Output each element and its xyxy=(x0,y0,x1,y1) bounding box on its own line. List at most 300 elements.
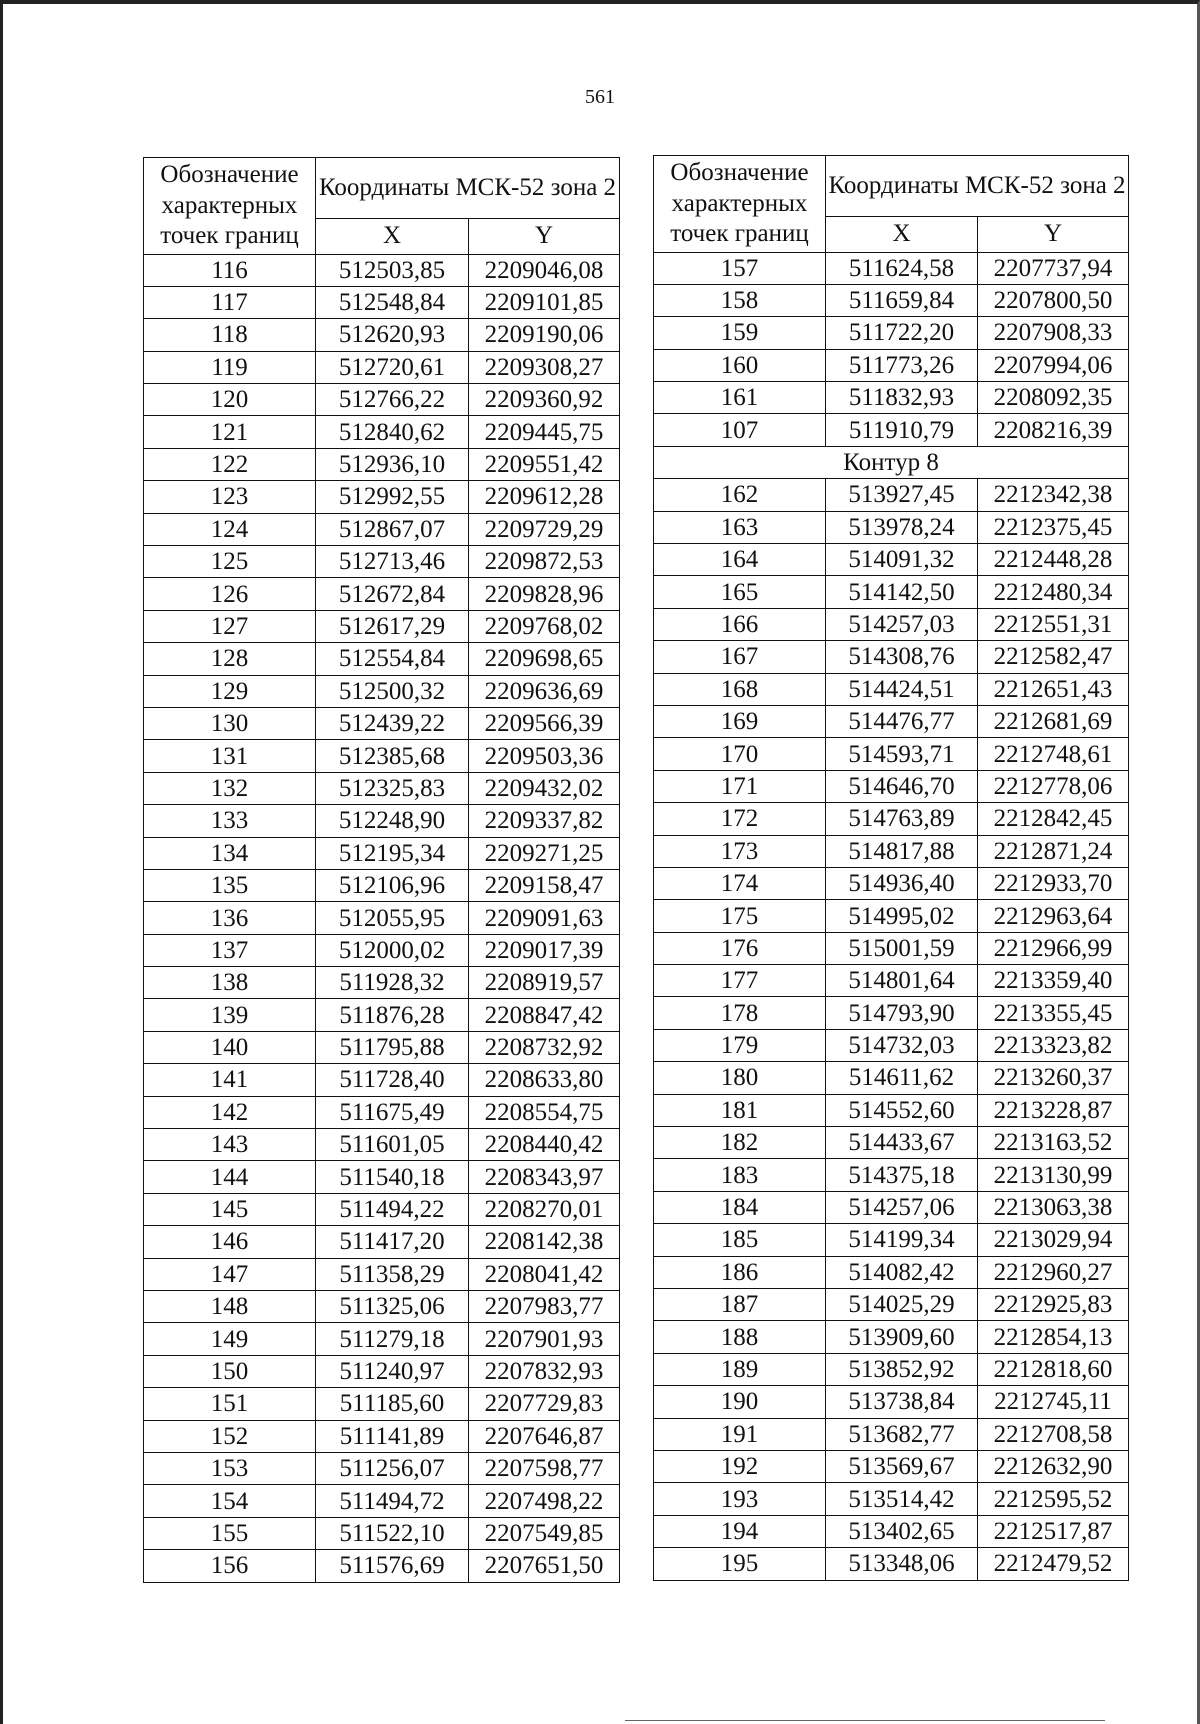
table-row xyxy=(144,740,620,772)
table-row xyxy=(654,511,1129,543)
table-row xyxy=(144,513,620,545)
y-coordinate-cell: 2208092,35 xyxy=(978,382,1129,414)
point-id-cell: 107 xyxy=(654,414,826,446)
table-row xyxy=(654,1094,1129,1126)
y-coordinate-cell: 2212651,43 xyxy=(978,673,1129,705)
x-coordinate-cell: 511876,28 xyxy=(316,999,469,1031)
y-coordinate-cell: 2208343,97 xyxy=(469,1161,620,1193)
table-row xyxy=(144,1031,620,1063)
scan-edge-line xyxy=(625,1720,1105,1721)
y-coordinate-cell: 2212551,31 xyxy=(978,608,1129,640)
point-id-cell: 126 xyxy=(144,578,316,610)
x-coordinate-cell: 512840,62 xyxy=(316,416,469,448)
table-row xyxy=(144,967,620,999)
point-id-cell: 132 xyxy=(144,772,316,804)
x-coordinate-cell: 512439,22 xyxy=(316,707,469,739)
point-id-cell: 123 xyxy=(144,481,316,513)
y-coordinate-cell: 2213260,37 xyxy=(978,1062,1129,1094)
x-coordinate-cell: 512720,61 xyxy=(316,351,469,383)
y-coordinate-cell: 2209337,82 xyxy=(469,805,620,837)
y-coordinate-cell: 2212966,99 xyxy=(978,932,1129,964)
x-coordinate-cell: 514593,71 xyxy=(826,738,978,770)
y-coordinate-cell: 2207994,06 xyxy=(978,349,1129,381)
page-number: 561 xyxy=(585,86,615,108)
x-coordinate-cell: 512106,96 xyxy=(316,869,469,901)
table-row xyxy=(654,1256,1129,1288)
table-row xyxy=(654,317,1129,349)
x-coordinate-cell: 514433,67 xyxy=(826,1127,978,1159)
table-row xyxy=(654,349,1129,381)
table-row xyxy=(144,546,620,578)
table-row xyxy=(654,382,1129,414)
point-id-cell: 195 xyxy=(654,1548,826,1580)
point-id-cell: 185 xyxy=(654,1224,826,1256)
point-id-cell: 137 xyxy=(144,934,316,966)
x-coordinate-cell: 514732,03 xyxy=(826,1029,978,1061)
x-coordinate-cell: 512385,68 xyxy=(316,740,469,772)
point-id-cell: 139 xyxy=(144,999,316,1031)
table-row xyxy=(144,805,620,837)
x-coordinate-cell: 515001,59 xyxy=(826,932,978,964)
x-coordinate-cell: 514375,18 xyxy=(826,1159,978,1191)
y-coordinate-cell: 2209503,36 xyxy=(469,740,620,772)
table-row xyxy=(144,675,620,707)
point-id-cell: 130 xyxy=(144,707,316,739)
y-coordinate-cell: 2212375,45 xyxy=(978,511,1129,543)
y-coordinate-cell: 2207598,77 xyxy=(469,1452,620,1484)
point-id-cell: 119 xyxy=(144,351,316,383)
table-row xyxy=(654,770,1129,802)
x-coordinate-cell: 511417,20 xyxy=(316,1226,469,1258)
x-coordinate-cell: 514552,60 xyxy=(826,1094,978,1126)
table-row xyxy=(144,1161,620,1193)
x-coordinate-cell: 513738,84 xyxy=(826,1386,978,1418)
point-id-cell: 183 xyxy=(654,1159,826,1191)
y-coordinate-cell: 2212963,64 xyxy=(978,900,1129,932)
x-coordinate-cell: 514611,62 xyxy=(826,1062,978,1094)
y-coordinate-cell: 2212480,34 xyxy=(978,576,1129,608)
y-coordinate-cell: 2208847,42 xyxy=(469,999,620,1031)
table-row xyxy=(654,1418,1129,1450)
table-row xyxy=(654,1191,1129,1223)
y-coordinate-cell: 2213228,87 xyxy=(978,1094,1129,1126)
table-row xyxy=(654,544,1129,576)
x-coordinate-cell: 511185,60 xyxy=(316,1388,469,1420)
table-row xyxy=(144,610,620,642)
x-coordinate-cell: 514199,34 xyxy=(826,1224,978,1256)
y-coordinate-cell: 2207549,85 xyxy=(469,1517,620,1549)
x-coordinate-cell: 514793,90 xyxy=(826,997,978,1029)
x-coordinate-cell: 513909,60 xyxy=(826,1321,978,1353)
table-row xyxy=(654,738,1129,770)
x-coordinate-cell: 514091,32 xyxy=(826,544,978,576)
table-row xyxy=(144,1064,620,1096)
point-id-cell: 159 xyxy=(654,317,826,349)
y-coordinate-cell: 2212708,58 xyxy=(978,1418,1129,1450)
point-id-cell: 172 xyxy=(654,803,826,835)
table-row xyxy=(144,1129,620,1161)
y-coordinate-cell: 2212745,11 xyxy=(978,1386,1129,1418)
point-id-cell: 174 xyxy=(654,867,826,899)
point-id-cell: 168 xyxy=(654,673,826,705)
coordinates-table-left xyxy=(143,157,620,1583)
table-row xyxy=(654,705,1129,737)
table-row xyxy=(654,284,1129,316)
point-id-cell: 142 xyxy=(144,1096,316,1128)
designation-header: Обозначение характерных точек границ xyxy=(144,158,316,255)
table-row xyxy=(654,997,1129,1029)
table-row xyxy=(144,578,620,610)
y-coordinate-cell: 2209551,42 xyxy=(469,448,620,480)
x-coordinate-cell: 514936,40 xyxy=(826,867,978,899)
x-coordinate-cell: 512713,46 xyxy=(316,546,469,578)
x-coordinate-cell: 513852,92 xyxy=(826,1353,978,1385)
point-id-cell: 133 xyxy=(144,805,316,837)
x-coordinate-cell: 511325,06 xyxy=(316,1291,469,1323)
table-row xyxy=(144,351,620,383)
point-id-cell: 175 xyxy=(654,900,826,932)
x-coordinate-cell: 511675,49 xyxy=(316,1096,469,1128)
point-id-cell: 141 xyxy=(144,1064,316,1096)
table-body xyxy=(654,252,1129,446)
table-row xyxy=(144,1355,620,1387)
y-coordinate-cell: 2212748,61 xyxy=(978,738,1129,770)
y-coordinate-cell: 2213355,45 xyxy=(978,997,1129,1029)
y-coordinate-cell: 2207651,50 xyxy=(469,1550,620,1582)
y-coordinate-cell: 2209636,69 xyxy=(469,675,620,707)
point-id-cell: 163 xyxy=(654,511,826,543)
point-id-cell: 156 xyxy=(144,1550,316,1582)
y-coordinate-cell: 2212632,90 xyxy=(978,1450,1129,1482)
y-coordinate-cell: 2212582,47 xyxy=(978,641,1129,673)
point-id-cell: 138 xyxy=(144,967,316,999)
x-coordinate-cell: 511659,84 xyxy=(826,284,978,316)
point-id-cell: 129 xyxy=(144,675,316,707)
table-row xyxy=(144,934,620,966)
y-coordinate-cell: 2212925,83 xyxy=(978,1289,1129,1321)
y-coordinate-cell: 2207729,83 xyxy=(469,1388,620,1420)
x-coordinate-cell: 511928,32 xyxy=(316,967,469,999)
point-id-cell: 118 xyxy=(144,319,316,351)
point-id-cell: 171 xyxy=(654,770,826,802)
point-id-cell: 120 xyxy=(144,384,316,416)
table-row xyxy=(144,999,620,1031)
point-id-cell: 140 xyxy=(144,1031,316,1063)
table-row xyxy=(654,576,1129,608)
x-coordinate-cell: 511910,79 xyxy=(826,414,978,446)
table-row xyxy=(654,1450,1129,1482)
y-coordinate-cell: 2209091,63 xyxy=(469,902,620,934)
point-id-cell: 194 xyxy=(654,1515,826,1547)
x-coordinate-cell: 513402,65 xyxy=(826,1515,978,1547)
table-row xyxy=(144,1452,620,1484)
x-coordinate-cell: 512548,84 xyxy=(316,286,469,318)
table-row xyxy=(144,1258,620,1290)
point-id-cell: 136 xyxy=(144,902,316,934)
table-row xyxy=(144,1420,620,1452)
point-id-cell: 167 xyxy=(654,641,826,673)
table-row xyxy=(654,414,1129,446)
table-row xyxy=(654,641,1129,673)
point-id-cell: 154 xyxy=(144,1485,316,1517)
x-coordinate-cell: 511795,88 xyxy=(316,1031,469,1063)
table-row xyxy=(654,932,1129,964)
point-id-cell: 164 xyxy=(654,544,826,576)
x-coordinate-cell: 511540,18 xyxy=(316,1161,469,1193)
x-coordinate-cell: 512992,55 xyxy=(316,481,469,513)
point-id-cell: 182 xyxy=(654,1127,826,1159)
y-coordinate-cell: 2209101,85 xyxy=(469,286,620,318)
y-coordinate-cell: 2212818,60 xyxy=(978,1353,1129,1385)
y-coordinate-cell: 2209566,39 xyxy=(469,707,620,739)
y-coordinate-cell: 2212871,24 xyxy=(978,835,1129,867)
y-coordinate-cell: 2207832,93 xyxy=(469,1355,620,1387)
y-coordinate-cell: 2212933,70 xyxy=(978,867,1129,899)
table-row xyxy=(144,448,620,480)
y-coordinate-cell: 2207800,50 xyxy=(978,284,1129,316)
y-coordinate-cell: 2208216,39 xyxy=(978,414,1129,446)
y-coordinate-cell: 2207646,87 xyxy=(469,1420,620,1452)
table-row xyxy=(144,254,620,286)
y-coordinate-cell: 2209612,28 xyxy=(469,481,620,513)
y-coordinate-cell: 2213029,94 xyxy=(978,1224,1129,1256)
point-id-cell: 143 xyxy=(144,1129,316,1161)
y-coordinate-cell: 2209698,65 xyxy=(469,643,620,675)
section-label-contour-8: Контур 8 xyxy=(654,446,1129,478)
point-id-cell: 125 xyxy=(144,546,316,578)
x-coordinate-cell: 513682,77 xyxy=(826,1418,978,1450)
x-coordinate-cell: 513978,24 xyxy=(826,511,978,543)
point-id-cell: 152 xyxy=(144,1420,316,1452)
x-coordinate-cell: 511522,10 xyxy=(316,1517,469,1549)
table-row xyxy=(144,384,620,416)
y-coordinate-cell: 2212778,06 xyxy=(978,770,1129,802)
y-coordinate-cell: 2209308,27 xyxy=(469,351,620,383)
x-coordinate-cell: 512620,93 xyxy=(316,319,469,351)
y-coordinate-cell: 2209445,75 xyxy=(469,416,620,448)
x-coordinate-cell: 514082,42 xyxy=(826,1256,978,1288)
y-coordinate-cell: 2207737,94 xyxy=(978,252,1129,284)
x-coordinate-cell: 514025,29 xyxy=(826,1289,978,1321)
point-id-cell: 148 xyxy=(144,1291,316,1323)
table-row xyxy=(654,1127,1129,1159)
point-id-cell: 134 xyxy=(144,837,316,869)
table-row xyxy=(144,1096,620,1128)
x-coordinate-cell: 511494,72 xyxy=(316,1485,469,1517)
table-row xyxy=(654,1321,1129,1353)
point-id-cell: 127 xyxy=(144,610,316,642)
point-id-cell: 121 xyxy=(144,416,316,448)
x-coordinate-cell: 514995,02 xyxy=(826,900,978,932)
y-coordinate-cell: 2213163,52 xyxy=(978,1127,1129,1159)
table-row xyxy=(654,1353,1129,1385)
y-coordinate-cell: 2208919,57 xyxy=(469,967,620,999)
table-row xyxy=(654,1159,1129,1191)
section-row xyxy=(654,446,1129,478)
table-row xyxy=(144,707,620,739)
x-coordinate-cell: 512055,95 xyxy=(316,902,469,934)
point-id-cell: 153 xyxy=(144,1452,316,1484)
x-coordinate-cell: 513514,42 xyxy=(826,1483,978,1515)
table-row xyxy=(654,1515,1129,1547)
y-coordinate-cell: 2208041,42 xyxy=(469,1258,620,1290)
table-row xyxy=(144,1291,620,1323)
table-row xyxy=(654,1029,1129,1061)
x-coordinate-cell: 512325,83 xyxy=(316,772,469,804)
designation-header: Обозначение характерных точек границ xyxy=(654,156,826,253)
x-coordinate-cell: 512248,90 xyxy=(316,805,469,837)
point-id-cell: 117 xyxy=(144,286,316,318)
x-coordinate-cell: 511832,93 xyxy=(826,382,978,414)
table-row xyxy=(144,772,620,804)
point-id-cell: 187 xyxy=(654,1289,826,1321)
point-id-cell: 150 xyxy=(144,1355,316,1387)
table-row xyxy=(144,1193,620,1225)
section-row-group xyxy=(654,446,1129,478)
table-row xyxy=(654,479,1129,511)
y-coordinate-cell: 2212842,45 xyxy=(978,803,1129,835)
x-coordinate-cell: 514817,88 xyxy=(826,835,978,867)
point-id-cell: 151 xyxy=(144,1388,316,1420)
x-coordinate-cell: 511624,58 xyxy=(826,252,978,284)
table-row xyxy=(654,1224,1129,1256)
y-coordinate-cell: 2209190,06 xyxy=(469,319,620,351)
point-id-cell: 181 xyxy=(654,1094,826,1126)
point-id-cell: 173 xyxy=(654,835,826,867)
y-coordinate-cell: 2212342,38 xyxy=(978,479,1129,511)
x-coordinate-cell: 511601,05 xyxy=(316,1129,469,1161)
table-row xyxy=(144,837,620,869)
x-coordinate-cell: 512672,84 xyxy=(316,578,469,610)
point-id-cell: 191 xyxy=(654,1418,826,1450)
table-header xyxy=(654,156,1129,253)
y-coordinate-cell: 2207901,93 xyxy=(469,1323,620,1355)
x-column-header: X xyxy=(826,217,978,253)
point-id-cell: 192 xyxy=(654,1450,826,1482)
x-coordinate-cell: 512500,32 xyxy=(316,675,469,707)
y-coordinate-cell: 2208142,38 xyxy=(469,1226,620,1258)
y-coordinate-cell: 2209046,08 xyxy=(469,254,620,286)
table-row xyxy=(654,1483,1129,1515)
table-row xyxy=(654,608,1129,640)
point-id-cell: 157 xyxy=(654,252,826,284)
table-row xyxy=(654,1062,1129,1094)
x-coordinate-cell: 511240,97 xyxy=(316,1355,469,1387)
x-column-header: X xyxy=(316,219,469,255)
y-coordinate-cell: 2212681,69 xyxy=(978,705,1129,737)
point-id-cell: 178 xyxy=(654,997,826,1029)
table-row xyxy=(654,900,1129,932)
table-body xyxy=(654,479,1129,1580)
table-row xyxy=(144,1550,620,1582)
y-coordinate-cell: 2208633,80 xyxy=(469,1064,620,1096)
x-coordinate-cell: 514763,89 xyxy=(826,803,978,835)
y-coordinate-cell: 2213323,82 xyxy=(978,1029,1129,1061)
y-coordinate-cell: 2209158,47 xyxy=(469,869,620,901)
point-id-cell: 188 xyxy=(654,1321,826,1353)
y-coordinate-cell: 2212595,52 xyxy=(978,1483,1129,1515)
point-id-cell: 158 xyxy=(654,284,826,316)
y-column-header: Y xyxy=(469,219,620,255)
table-row xyxy=(144,1517,620,1549)
point-id-cell: 180 xyxy=(654,1062,826,1094)
table-row xyxy=(654,1386,1129,1418)
x-coordinate-cell: 511141,89 xyxy=(316,1420,469,1452)
y-coordinate-cell: 2209360,92 xyxy=(469,384,620,416)
table-row xyxy=(654,1548,1129,1580)
point-id-cell: 128 xyxy=(144,643,316,675)
y-coordinate-cell: 2207908,33 xyxy=(978,317,1129,349)
y-column-header: Y xyxy=(978,217,1129,253)
table-row xyxy=(654,965,1129,997)
x-coordinate-cell: 514801,64 xyxy=(826,965,978,997)
point-id-cell: 131 xyxy=(144,740,316,772)
point-id-cell: 147 xyxy=(144,1258,316,1290)
table-row xyxy=(654,673,1129,705)
x-coordinate-cell: 512867,07 xyxy=(316,513,469,545)
table-row xyxy=(144,416,620,448)
table-row xyxy=(654,1289,1129,1321)
point-id-cell: 169 xyxy=(654,705,826,737)
y-coordinate-cell: 2213063,38 xyxy=(978,1191,1129,1223)
point-id-cell: 176 xyxy=(654,932,826,964)
x-coordinate-cell: 514424,51 xyxy=(826,673,978,705)
x-coordinate-cell: 511722,20 xyxy=(826,317,978,349)
point-id-cell: 122 xyxy=(144,448,316,480)
x-coordinate-cell: 514476,77 xyxy=(826,705,978,737)
point-id-cell: 190 xyxy=(654,1386,826,1418)
x-coordinate-cell: 511773,26 xyxy=(826,349,978,381)
x-coordinate-cell: 511576,69 xyxy=(316,1550,469,1582)
y-coordinate-cell: 2207983,77 xyxy=(469,1291,620,1323)
point-id-cell: 160 xyxy=(654,349,826,381)
x-coordinate-cell: 512766,22 xyxy=(316,384,469,416)
table-row xyxy=(654,835,1129,867)
x-coordinate-cell: 511728,40 xyxy=(316,1064,469,1096)
y-coordinate-cell: 2209729,29 xyxy=(469,513,620,545)
x-coordinate-cell: 511358,29 xyxy=(316,1258,469,1290)
y-coordinate-cell: 2212517,87 xyxy=(978,1515,1129,1547)
point-id-cell: 155 xyxy=(144,1517,316,1549)
x-coordinate-cell: 512617,29 xyxy=(316,610,469,642)
point-id-cell: 144 xyxy=(144,1161,316,1193)
x-coordinate-cell: 512000,02 xyxy=(316,934,469,966)
point-id-cell: 146 xyxy=(144,1226,316,1258)
y-coordinate-cell: 2212854,13 xyxy=(978,1321,1129,1353)
coordinates-header: Координаты МСК-52 зона 2 xyxy=(316,158,620,219)
coordinates-header: Координаты МСК-52 зона 2 xyxy=(826,156,1129,217)
table-row xyxy=(144,286,620,318)
point-id-cell: 116 xyxy=(144,254,316,286)
table-body xyxy=(144,254,620,1582)
y-coordinate-cell: 2213359,40 xyxy=(978,965,1129,997)
table-row xyxy=(654,867,1129,899)
table-row xyxy=(144,481,620,513)
point-id-cell: 170 xyxy=(654,738,826,770)
coordinates-table-right xyxy=(653,155,1129,1581)
y-coordinate-cell: 2209768,02 xyxy=(469,610,620,642)
x-coordinate-cell: 511279,18 xyxy=(316,1323,469,1355)
y-coordinate-cell: 2213130,99 xyxy=(978,1159,1129,1191)
table-row xyxy=(654,803,1129,835)
x-coordinate-cell: 511256,07 xyxy=(316,1452,469,1484)
x-coordinate-cell: 514646,70 xyxy=(826,770,978,802)
x-coordinate-cell: 514142,50 xyxy=(826,576,978,608)
point-id-cell: 166 xyxy=(654,608,826,640)
x-coordinate-cell: 512554,84 xyxy=(316,643,469,675)
point-id-cell: 186 xyxy=(654,1256,826,1288)
y-coordinate-cell: 2208270,01 xyxy=(469,1193,620,1225)
